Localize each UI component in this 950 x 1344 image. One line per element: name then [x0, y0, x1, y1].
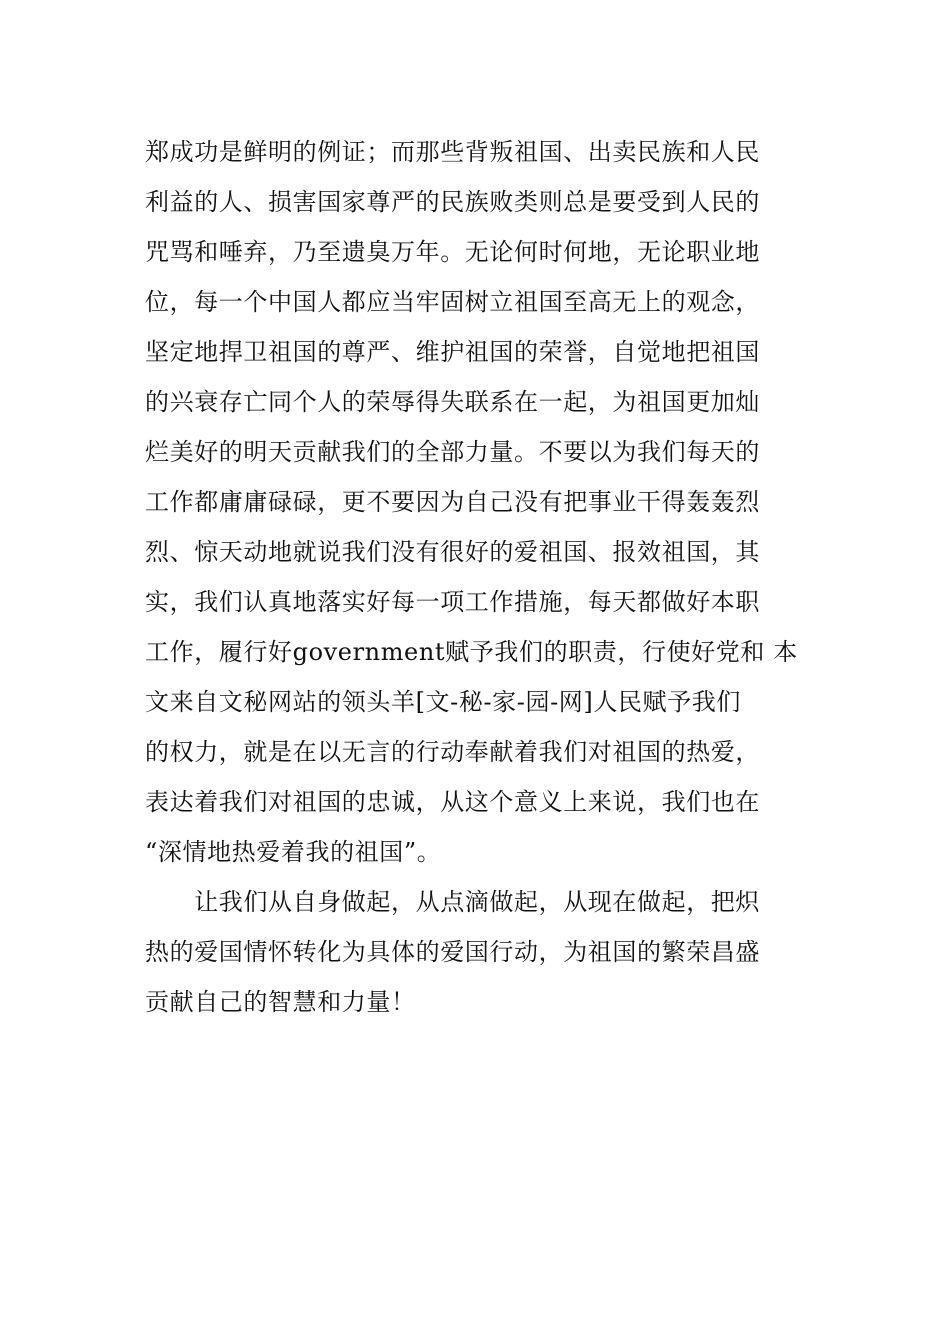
- paragraph-1-line-11: 工作，履行好government赋予我们的职责，行使好党和 本: [145, 638, 798, 666]
- paragraph-1-line-4: 位，每一个中国人都应当牢固树立祖国至高无上的观念，: [145, 288, 760, 316]
- paragraph-1-line-1: 郑成功是鲜明的例证；而那些背叛祖国、出卖民族和人民: [145, 138, 760, 166]
- paragraph-1-line-15: “深情地热爱着我的祖国”。: [145, 838, 442, 866]
- paragraph-1-line-12: 文来自文秘网站的领头羊[文-秘-家-园-网]人民赋予我们: [145, 688, 741, 716]
- paragraph-1-line-5: 坚定地捍卫祖国的尊严、维护祖国的荣誉，自觉地把祖国: [145, 338, 760, 366]
- paragraph-1-line-6: 的兴衰存亡同个人的荣辱得失联系在一起，为祖国更加灿: [145, 388, 760, 416]
- paragraph-2-line-1: 让我们从自身做起，从点滴做起，从现在做起，把炽: [145, 888, 760, 916]
- paragraph-1-line-10: 实，我们认真地落实好每一项工作措施，每天都做好本职: [145, 588, 760, 616]
- paragraph-1-line-7: 烂美好的明天贡献我们的全部力量。不要以为我们每天的: [145, 438, 760, 466]
- paragraph-1-line-9: 烈、惊天动地就说我们没有很好的爱祖国、报效祖国，其: [145, 538, 760, 566]
- paragraph-2-line-3: 贡献自己的智慧和力量！: [145, 988, 416, 1016]
- paragraph-1-line-3: 咒骂和唾弃，乃至遗臭万年。无论何时何地，无论职业地: [145, 238, 760, 266]
- paragraph-1-line-2: 利益的人、损害国家尊严的民族败类则总是要受到人民的: [145, 188, 760, 216]
- paragraph-1-line-8: 工作都庸庸碌碌，更不要因为自己没有把事业干得轰轰烈: [145, 488, 760, 516]
- paragraph-1-line-13: 的权力，就是在以无言的行动奉献着我们对祖国的热爱，: [145, 738, 760, 766]
- paragraph-2-line-2: 热的爱国情怀转化为具体的爱国行动，为祖国的繁荣昌盛: [145, 938, 760, 966]
- paragraph-1-line-14: 表达着我们对祖国的忠诚，从这个意义上来说，我们也在: [145, 788, 760, 816]
